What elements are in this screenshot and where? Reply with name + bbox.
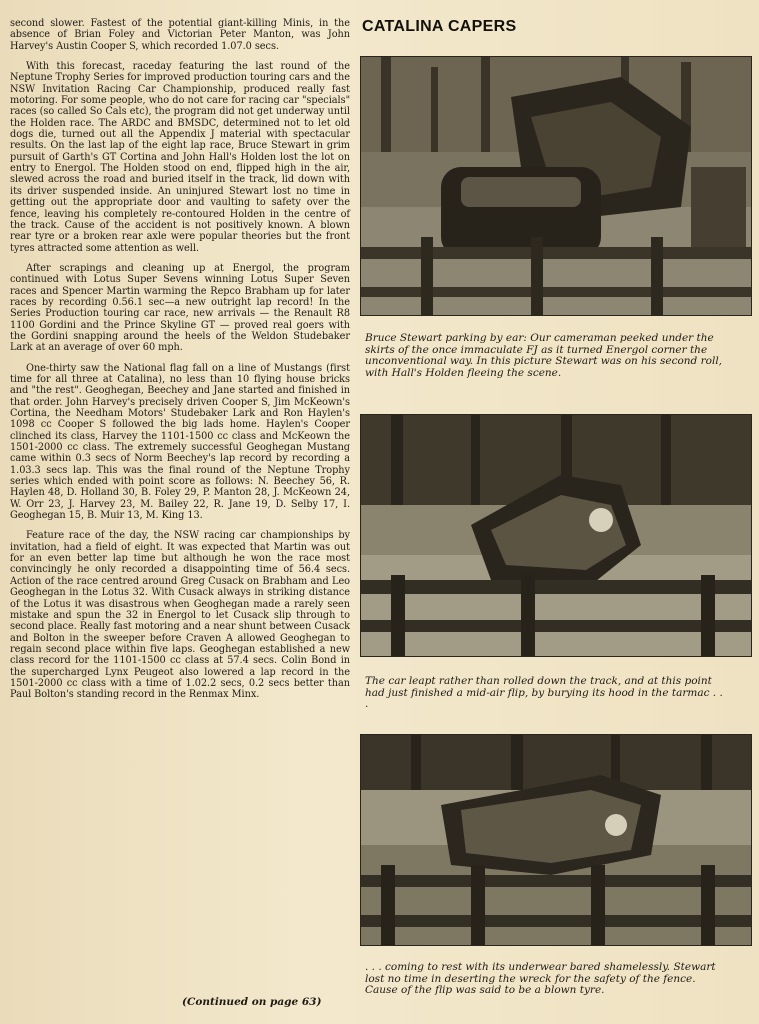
- article-paragraph: With this forecast, raceday featuring the last round of the Neptune Trophy Series for improved production touring cars and the NSW Invitation Racing Car Championship, produced really fast motoring. For some people, who do not care for racing car "specials" races (so called So Cals etc), the program did not get underway until the Holden race. The ARDC and BMSDC, determined not to let old dogs die, turned out all the Appendix J material with spectacular results. On the last lap of the eight lap race, Bruce Stewart in grim pursuit of Garth's GT Cortina and John Hall's Holden lost the lot on entry to Energol. The Holden stood on end, flipped high in the air, slewed across the road and buried itself in the track, lid down with its driver suspended inside. An uninjured Stewart lost no time in getting out the appropriate door and vaulting to safety over the fence, leaving his completely re-contoured Holden in the centre of the track. Cause of the accident is not positively known. A blown rear tyre or a broken rear axle were popular theories but the front tyres attracted some attention as well.: [10, 61, 350, 254]
- photo-car-upside-down: [360, 734, 752, 946]
- article-paragraph: Feature race of the day, the NSW racing car championships by invitation, had a field of eight. It was expected that Martin was out for an even better lap time but although he won the race most convincingly he only recorded a disappointing time of 56.4 secs. Action of the race centred around Greg Cusack on Brabham and Leo Geoghegan in the Lotus 32. With Cusack always in striking distance of the Lotus it was disastrous when Geoghegan made a rarely seen mistake and spun the 32 in Energol to let Cusack slip through to second place. Really fast motoring and a near shunt between Cusack and Bolton in the sweeper before Craven A allowed Geoghegan to regain second place within five laps. Geoghegan established a new class record for the 1101-1500 cc class at 57.4 secs. Colin Bond in the supercharged Lynx Peugeot also lowered a lap record in the 1501-2000 cc class with a time of 1.02.2 secs, 0.2 secs better than Paul Bolton's standing record in the Renmax Minx.: [10, 530, 350, 701]
- article-paragraph: second slower. Fastest of the potential giant-killing Minis, in the absence of Brian Foley and Victorian Peter Manton, was John Harvey's Austin Cooper S, which recorded 1.07.0 secs.: [10, 18, 350, 52]
- photo-car-mid-flip: [360, 414, 752, 657]
- article-paragraph: One-thirty saw the National flag fall on a line of Mustangs (first time for all three at Catalina), no less than 10 flying house bricks and "the rest". Geoghegan, Beechey and Jane started and finished in that order. John Harvey's precisely driven Cooper S, Jim McKeown's Cortina, the Needham Motors' Studebaker Lark and Ron Haylen's 1098 cc Cooper S followed the big lads home. Haylen's Cooper clinched its class, Harvey the 1101-1500 cc class and McKeown the 1501-2000 cc class. The extremely successful Geoghegan Mustang came within 0.3 secs of Norm Beechey's lap record by recording a 1.03.3 secs lap. This was the final round of the Neptune Trophy series which ended with point score as follows: N. Beechey 56, R. Haylen 48, D. Holland 30, B. Foley 29, P. Manton 28, J. McKeown 24, W. Orr 23, J. Harvey 23, M. Bailey 22, R. Jane 19, D. Selby 17, I. Geoghegan 15, B. Muir 13, M. King 13.: [10, 362, 350, 522]
- photo-flipped-car-with-holden: [360, 56, 752, 316]
- section-title: CATALINA CAPERS: [362, 18, 517, 35]
- article-paragraph: After scrapings and cleaning up at Energol, the program continued with Lotus Super Sevens winning Lotus Super Seven races and Spencer Martin warming the Repco Brabham up for later races by recording 0.56.1 sec—a new outright lap record! In the Series Production touring car race, new arrivals — the Renault R8 1100 Gordini and the Prince Skyline GT — proved real goers with the Gordini snapping around the heels of the Weldon Studebaker Lark at an average of over 60 mph.: [10, 262, 350, 354]
- article-column: [10, 18, 350, 710]
- photo-caption: The car leapt rather than rolled down the track, and at this point had just finished a mid-air flip, by burying its hood in the tarmac . . .: [365, 675, 723, 710]
- continued-note: (Continued on page 63): [182, 996, 322, 1008]
- photo-caption: Bruce Stewart parking by ear: Our cameraman peeked under the skirts of the once immaculate FJ as it turned Energol corner the unconventional way. In this picture Stewart was on his second roll, with Hall's Holden fleeing the scene.: [365, 332, 723, 379]
- photo-caption: . . . coming to rest with its underwear bared shamelessly. Stewart lost no time in deserting the wreck for the safety of the fence. Cause of the flip was said to be a blown tyre.: [365, 961, 716, 996]
